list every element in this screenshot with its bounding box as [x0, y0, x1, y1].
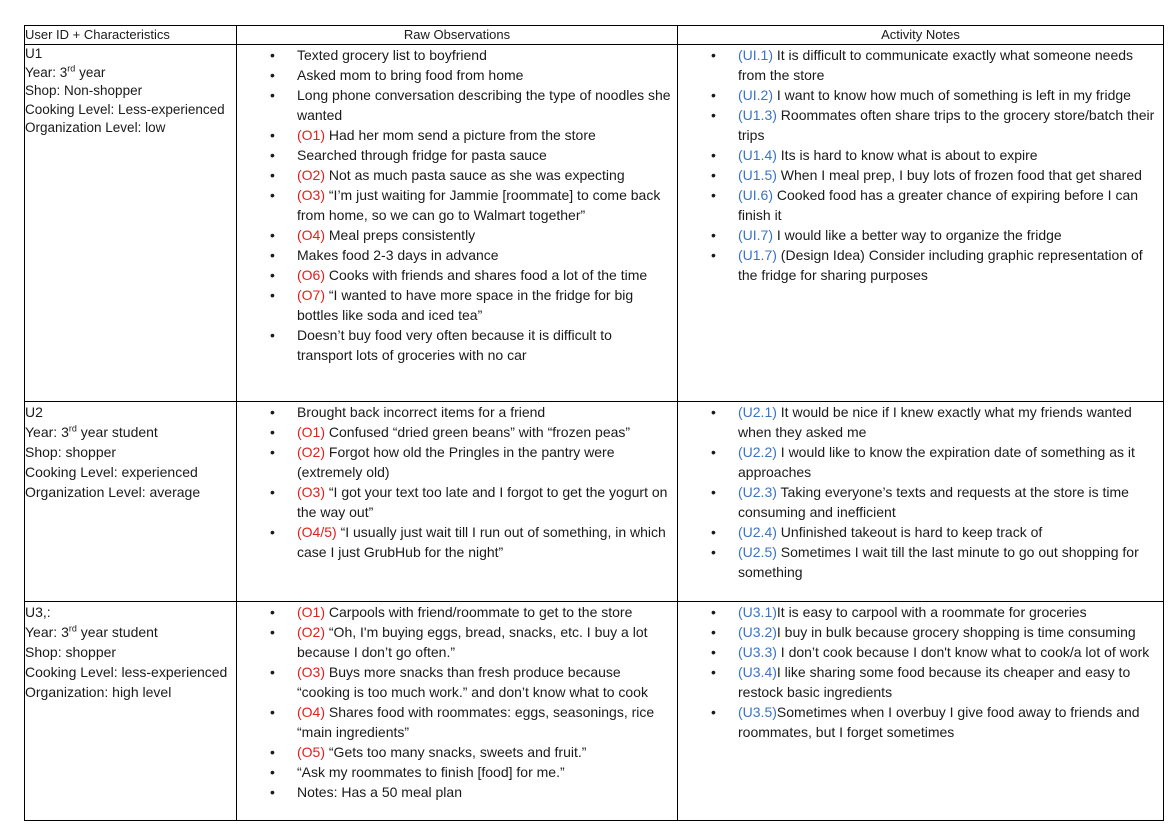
observation-item: [237, 165, 677, 185]
item-tag: (UI.6): [738, 187, 773, 203]
item-tag: (U3.4): [738, 664, 777, 680]
observation-item: [237, 265, 677, 285]
item-tag: (O3): [297, 484, 325, 500]
item-text: “I’m just waiting for Jammie [roommate] to come back from home, so we can go to Walmart together”: [297, 187, 661, 223]
activity-note-item: [678, 45, 1163, 85]
item-text: “Gets too many snacks, sweets and fruit.”: [325, 744, 587, 760]
user-id: U3,:: [25, 604, 51, 620]
activity-note-item: [678, 482, 1163, 522]
observation-item: [237, 245, 677, 265]
item-text: Sometimes when I overbuy I give food away to friends and roommates, but I forget sometimes: [738, 704, 1140, 740]
table-row: [25, 45, 1164, 402]
item-tag: (UI.7): [738, 227, 773, 243]
year-text: Year: 3: [25, 64, 68, 80]
item-tag: (U2.1): [738, 404, 777, 420]
item-text: I don’t cook because I don't know what to cook/a lot of work: [776, 644, 1150, 660]
activity-note-item: [678, 642, 1163, 662]
item-text: “I got your text too late and I forgot to get the yogurt on the way out”: [297, 484, 668, 520]
observation-item: [237, 442, 677, 482]
item-text: Long phone conversation describing the type of noodles she wanted: [297, 87, 671, 123]
activity-note-item: [678, 662, 1163, 702]
observation-list: [237, 602, 677, 802]
item-tag: (O1): [297, 424, 325, 440]
raw-observations-cell: [237, 602, 678, 821]
observation-item: [237, 225, 677, 245]
item-text: Searched through fridge for pasta sauce: [297, 147, 547, 163]
item-tag: (O4): [297, 227, 325, 243]
observation-item: [237, 522, 677, 562]
user-cooking-level: Cooking Level: experienced: [25, 464, 198, 480]
item-tag: (O1): [297, 127, 325, 143]
item-text: “Ask my roommates to finish [food] for me.”: [297, 764, 565, 780]
user-shop: Shop: shopper: [25, 444, 117, 460]
item-tag: (U3.3): [738, 644, 777, 660]
year-ordinal: rd: [67, 63, 76, 73]
item-tag: (U2.3): [738, 484, 777, 500]
user-shop: Shop: Non-shopper: [25, 83, 143, 98]
activity-note-item: [678, 402, 1163, 442]
item-text: Buys more snacks than fresh produce because “cooking is too much work.” and don’t know what to cook: [297, 664, 648, 700]
item-tag: (U3.2): [738, 624, 777, 640]
year-ordinal: rd: [68, 623, 77, 634]
observation-item: [237, 422, 677, 442]
research-notes-table: [24, 25, 1164, 821]
item-text: I buy in bulk because grocery shopping is time consuming: [776, 624, 1136, 640]
item-text: “I usually just wait till I run out of something, in which case I just GrubHub for the night”: [297, 524, 666, 560]
raw-observations-cell: [237, 402, 678, 602]
item-text: I like sharing some food because its cheaper and easy to restock basic ingredients: [738, 664, 1131, 700]
item-tag: (U2.5): [738, 544, 777, 560]
observation-item: [237, 45, 677, 65]
notes-list: [678, 45, 1163, 285]
item-text: Its is hard to know what is about to expire: [776, 147, 1038, 163]
activity-note-item: [678, 105, 1163, 145]
notes-list: [678, 602, 1163, 742]
table-row: [25, 402, 1164, 602]
item-tag: (O4/5): [297, 524, 337, 540]
item-text: Notes: Has a 50 meal plan: [297, 784, 462, 800]
activity-note-item: [678, 522, 1163, 542]
user-organization-level: Organization Level: average: [25, 484, 201, 500]
table-row: [25, 602, 1164, 821]
item-text: Roommates often share trips to the grocery store/batch their trips: [738, 107, 1155, 143]
item-text: Not as much pasta sauce as she was expecting: [325, 167, 625, 183]
observation-item: [237, 145, 677, 165]
year-suffix: year student: [76, 424, 158, 440]
item-text: “I wanted to have more space in the fridge for big bottles like soda and iced tea”: [297, 287, 634, 323]
activity-note-item: [678, 145, 1163, 165]
item-tag: (U1.4): [738, 147, 777, 163]
activity-note-item: [678, 225, 1163, 245]
observation-item: [237, 482, 677, 522]
notes-list: [678, 402, 1163, 582]
user-year: [25, 422, 236, 442]
user-characteristics-cell: [25, 45, 237, 402]
raw-observations-cell: [237, 45, 678, 402]
item-tag: (U1.3): [738, 107, 777, 123]
observation-item: [237, 662, 677, 702]
year-ordinal: rd: [68, 423, 77, 434]
item-tag: (O6): [297, 267, 325, 283]
header-activity-notes: Activity Notes: [678, 26, 1164, 45]
observation-item: [237, 402, 677, 422]
item-tag: (O4): [297, 704, 325, 720]
item-text: Had her mom send a picture from the store: [325, 127, 596, 143]
item-tag: (U3.1): [738, 604, 777, 620]
observation-list: [237, 45, 677, 365]
activity-note-item: [678, 165, 1163, 185]
item-text: Taking everyone’s texts and requests at the store is time consuming and inefficient: [738, 484, 1129, 520]
item-tag: (U1.5): [738, 167, 777, 183]
item-text: Asked mom to bring food from home: [297, 67, 524, 83]
user-characteristics-cell: [25, 602, 237, 821]
header-user-id: User ID + Characteristics: [25, 26, 237, 45]
activity-note-item: [678, 245, 1163, 285]
observation-item: [237, 622, 677, 662]
item-text: Confused “dried green beans” with “frozen peas”: [325, 424, 631, 440]
activity-notes-cell: [678, 45, 1164, 402]
item-text: Meal preps consistently: [325, 227, 476, 243]
year-suffix: year: [75, 64, 106, 80]
user-organization-level: Organization Level: low: [25, 120, 166, 135]
activity-note-item: [678, 442, 1163, 482]
item-tag: (U3.5): [738, 704, 777, 720]
item-text: “Oh, I'm buying eggs, bread, snacks, etc. I buy a lot because I don’t go often.”: [297, 624, 648, 660]
item-text: When I meal prep, I buy lots of frozen food that get shared: [776, 167, 1142, 183]
item-text: Shares food with roommates: eggs, seasonings, rice “main ingredients”: [297, 704, 655, 740]
user-cooking-level: Cooking Level: Less-experienced: [25, 101, 225, 117]
observation-item: [237, 65, 677, 85]
item-text: Forgot how old the Pringles in the pantry were (extremely old): [297, 444, 615, 480]
observation-item: [237, 602, 677, 622]
year-suffix: year student: [76, 624, 158, 640]
item-tag: (O2): [297, 167, 325, 183]
item-tag: (O3): [297, 664, 325, 680]
item-text: Cooked food has a greater chance of expiring before I can finish it: [738, 187, 1139, 223]
item-tag: (UI.2): [738, 87, 773, 103]
user-organization-level: Organization: high level: [25, 684, 172, 700]
observation-item: [237, 325, 677, 365]
year-text: Year: 3: [25, 624, 69, 640]
item-tag: (U1.7): [738, 247, 777, 263]
item-text: I would like to know the expiration date of something as it approaches: [738, 444, 1135, 480]
year-text: Year: 3: [25, 424, 69, 440]
user-id: U2: [25, 404, 43, 420]
item-tag: (O1): [297, 604, 325, 620]
item-tag: (O3): [297, 187, 325, 203]
activity-note-item: [678, 602, 1163, 622]
header-row: [25, 26, 1164, 45]
user-cooking-level: Cooking Level: less-experienced: [25, 664, 228, 680]
observation-list: [237, 402, 677, 562]
activity-notes-cell: [678, 402, 1164, 602]
observation-item: [237, 702, 677, 742]
item-tag: (O5): [297, 744, 325, 760]
item-text: I want to know how much of something is left in my fridge: [773, 87, 1131, 103]
observation-item: [237, 125, 677, 145]
item-text: It is easy to carpool with a roommate for groceries: [776, 604, 1087, 620]
item-text: (Design Idea) Consider including graphic representation of the fridge for sharing purposes: [738, 247, 1143, 283]
observation-item: [237, 285, 677, 325]
item-tag: (O7): [297, 287, 325, 303]
item-text: It would be nice if I knew exactly what my friends wanted when they asked me: [738, 404, 1132, 440]
observation-item: [237, 85, 677, 125]
user-shop: Shop: shopper: [25, 644, 117, 660]
activity-note-item: [678, 622, 1163, 642]
item-tag: (O2): [297, 624, 325, 640]
item-text: Carpools with friend/roommate to get to the store: [325, 604, 633, 620]
user-year: [25, 622, 236, 642]
item-text: Sometimes I wait till the last minute to go out shopping for something: [738, 544, 1139, 580]
user-year: [25, 64, 236, 83]
item-text: Cooks with friends and shares food a lot of the time: [325, 267, 648, 283]
item-tag: (O2): [297, 444, 325, 460]
item-text: Unfinished takeout is hard to keep track of: [776, 524, 1043, 540]
header-raw-observations: Raw Observations: [237, 26, 678, 45]
observation-item: [237, 762, 677, 782]
activity-note-item: [678, 85, 1163, 105]
item-tag: (U2.4): [738, 524, 777, 540]
item-text: I would like a better way to organize the fridge: [773, 227, 1062, 243]
user-characteristics-cell: [25, 402, 237, 602]
activity-note-item: [678, 702, 1163, 742]
item-tag: (U2.2): [738, 444, 777, 460]
item-text: Doesn’t buy food very often because it is difficult to transport lots of groceries with no car: [297, 327, 612, 363]
activity-notes-cell: [678, 602, 1164, 821]
item-tag: (UI.1): [738, 47, 773, 63]
activity-note-item: [678, 185, 1163, 225]
observation-item: [237, 185, 677, 225]
observation-item: [237, 782, 677, 802]
item-text: It is difficult to communicate exactly what someone needs from the store: [738, 47, 1134, 83]
user-id: U1: [25, 46, 43, 61]
item-text: Texted grocery list to boyfriend: [297, 47, 487, 63]
item-text: Brought back incorrect items for a friend: [297, 404, 546, 420]
item-text: Makes food 2-3 days in advance: [297, 247, 499, 263]
activity-note-item: [678, 542, 1163, 582]
observation-item: [237, 742, 677, 762]
